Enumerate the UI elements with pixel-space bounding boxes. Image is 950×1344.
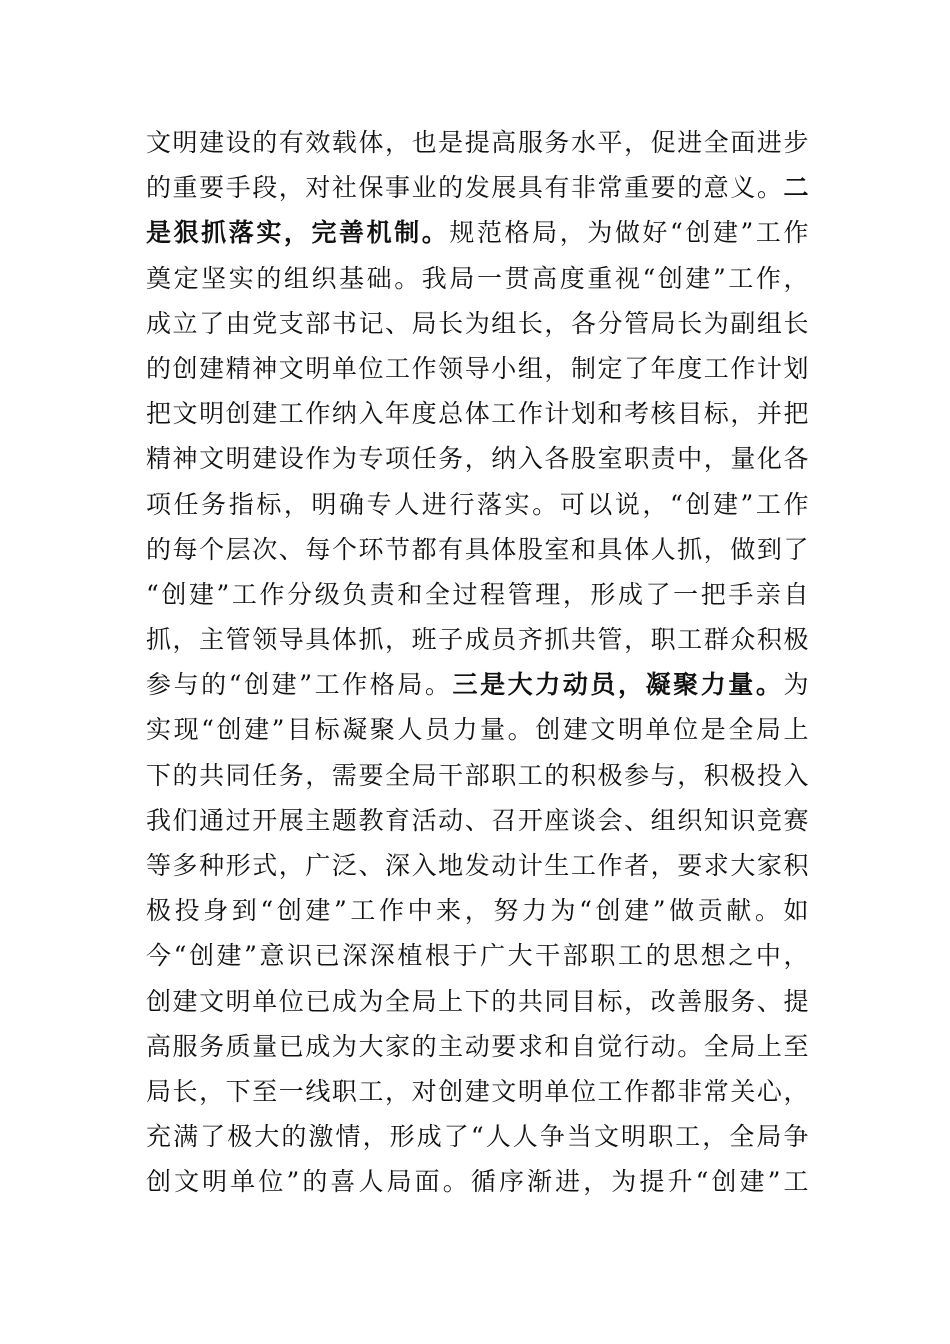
body-text-run: 创文明单位”的喜人局面。循序渐进，为提升“创建”工: [146, 1167, 810, 1197]
body-text-run: 奠定坚实的组织基础。我局一贯高度重视“创建”工作，: [146, 263, 810, 293]
body-text-run: 规范格局，为做好“创建”工作: [449, 218, 810, 248]
text-line: [146, 256, 810, 301]
body-text-run: 极投身到“创建”工作中来，努力为“创建”做贡献。如: [146, 896, 810, 926]
text-line: [146, 753, 810, 798]
body-text-run: 的创建精神文明单位工作领导小组，制定了年度工作计划: [146, 353, 810, 383]
text-line: [146, 120, 810, 165]
body-text-run: 今“创建”意识已深深植根于广大干部职工的思想之中，: [146, 941, 810, 971]
bold-heading-text: 三是大力动员，凝聚力量。: [452, 670, 784, 700]
text-line: [146, 1069, 810, 1114]
text-line: [146, 933, 810, 978]
body-text-run: 创建文明单位已成为全局上下的共同目标，改善服务、提: [146, 986, 810, 1016]
text-line: [146, 346, 810, 391]
body-text-run: 抓，主管领导具体抓，班子成员齐抓共管，职工群众积极: [146, 625, 810, 655]
body-text-run: 的每个层次、每个环节都有具体股室和具体人抓，做到了: [146, 534, 810, 564]
body-text-run: 把文明创建工作纳入年度总体工作计划和考核目标，并把: [146, 399, 810, 429]
body-text-run: 等多种形式，广泛、深入地发动计生工作者，要求大家积: [146, 851, 810, 880]
body-text-run: 高服务质量已成为大家的主动要求和自觉行动。全局上至: [146, 1031, 810, 1061]
body-text-run: 实现“创建”目标凝聚人员力量。创建文明单位是全局上: [146, 715, 810, 745]
text-line: [146, 888, 810, 933]
body-text-run: 我们通过开展主题教育活动、召开座谈会、组织知识竞赛: [146, 805, 810, 835]
text-line: [146, 1159, 810, 1204]
body-text-run: “创建”工作分级负责和全过程管理，形成了一把手亲自: [146, 579, 810, 609]
body-text-run: 精神文明建设作为专项任务，纳入各股室职责中，量化各: [146, 444, 810, 474]
text-line: [146, 527, 810, 572]
text-line: [146, 798, 810, 843]
body-text-run: 参与的“创建”工作格局。: [146, 670, 453, 700]
text-line: [146, 843, 810, 888]
text-line: [146, 301, 810, 346]
text-line: [146, 1114, 810, 1159]
body-text-run: 的重要手段，对社保事业的发展具有非常重要的意义。: [146, 173, 784, 203]
body-text-run: 为: [783, 670, 810, 700]
text-line: [146, 165, 810, 210]
text-line: [146, 1024, 810, 1069]
body-text-run: 项任务指标，明确专人进行落实。可以说，“创建”工作: [146, 489, 810, 519]
text-line: [146, 617, 810, 662]
bold-heading-text: 二: [783, 173, 810, 203]
text-line: [146, 572, 810, 617]
bold-heading-text: 是狠抓落实，完善机制。: [146, 218, 450, 248]
text-line: [146, 707, 810, 752]
body-text: [146, 120, 810, 1205]
body-text-run: 充满了极大的激情，形成了“人人争当文明职工，全局争: [146, 1122, 810, 1152]
text-line: [146, 210, 810, 255]
text-line: [146, 436, 810, 481]
body-text-run: 成立了由党支部书记、局长为组长，各分管局长为副组长: [146, 308, 810, 338]
body-text-run: 文明建设的有效载体，也是提高服务水平，促进全面进步: [146, 128, 810, 157]
text-line: [146, 391, 810, 436]
body-text-run: 下的共同任务，需要全局干部职工的积极参与，积极投入: [146, 760, 810, 790]
text-line: [146, 979, 810, 1024]
text-line: [146, 482, 810, 527]
body-text-run: 局长，下至一线职工，对创建文明单位工作都非常关心，: [146, 1076, 810, 1106]
text-line: [146, 662, 810, 707]
